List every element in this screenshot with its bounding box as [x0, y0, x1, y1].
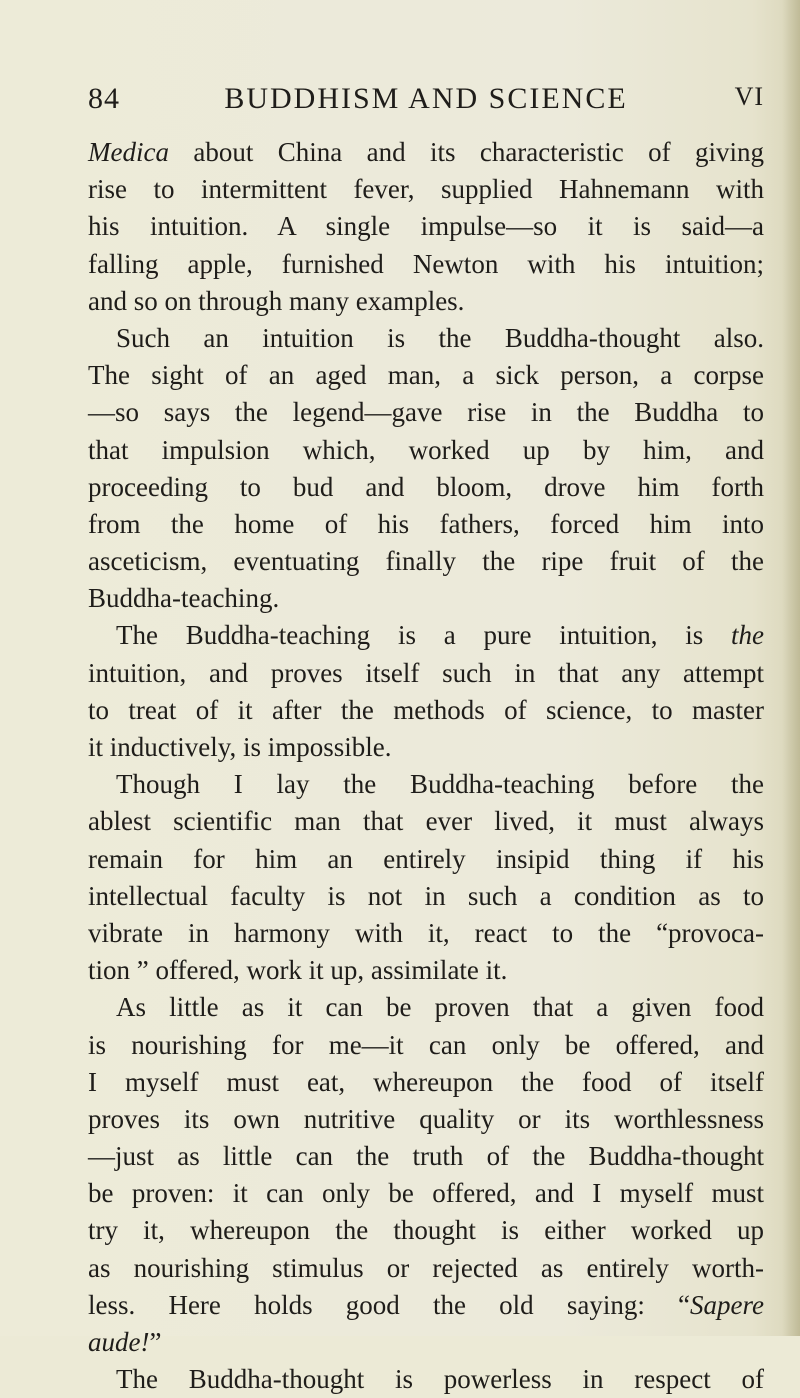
text-line: as nourishing stimulus or rejected as entirely worth- [88, 1252, 764, 1283]
text-line: intellectual faculty is not in such a condition as to [88, 880, 764, 911]
text-line: be proven: it can only be offered, and I myself must [88, 1178, 764, 1209]
text-line: vibrate in harmony with it, react to the “provoca- [88, 917, 764, 948]
text-line: rise to intermittent fever, supplied Hahnemann with [88, 174, 764, 205]
text-line: Such an intuition is the Buddha-thought also. [116, 322, 764, 353]
chapter-number: VI [734, 82, 764, 111]
text-line: Medica about China and its characteristic of giving [88, 137, 764, 167]
text-line: proves its own nutritive quality or its worthlessness [88, 1103, 764, 1134]
text-line: his intuition. A single impulse—so it is said—a [88, 211, 764, 242]
text-line: The Buddha-thought is powerless in respect of [116, 1364, 764, 1395]
text-line: asceticism, eventuating finally the ripe fruit of the [88, 546, 764, 577]
body-text [88, 134, 764, 1398]
running-header [88, 82, 764, 126]
text-line: from the home of his fathers, forced him into [88, 508, 764, 539]
text-line: ablest scientific man that ever lived, it must always [88, 806, 764, 837]
text-line: —so says the legend—gave rise in the Buddha to [88, 397, 764, 428]
text-line: tion ” offered, work it up, assimilate it. [88, 955, 508, 986]
text-line: —just as little can the truth of the Buddha-thought [88, 1141, 764, 1172]
running-title: BUDDHISM AND SCIENCE [224, 82, 628, 115]
text-line: is nourishing for me—it can only be offered, and [88, 1029, 764, 1060]
text-line: I myself must eat, whereupon the food of itself [88, 1066, 764, 1097]
text-line: and so on through many examples. [88, 285, 465, 316]
text-line: try it, whereupon the thought is either worked up [88, 1215, 764, 1246]
text-line: Buddha-teaching. [88, 583, 280, 614]
text-line: As little as it can be proven that a given food [116, 992, 764, 1023]
text-line: less. Here holds good the old saying: “Sapere [88, 1289, 764, 1320]
page-number: 84 [88, 82, 120, 115]
text-line: falling apple, furnished Newton with his intuition; [88, 248, 764, 279]
text-line: The sight of an aged man, a sick person, a corpse [88, 360, 764, 391]
text-line: intuition, and proves itself such in that any attempt [88, 657, 764, 688]
text-line: that impulsion which, worked up by him, and [88, 434, 764, 465]
text-line: The Buddha-teaching is a pure intuition, is the [116, 620, 764, 651]
text-line: to treat of it after the methods of science, to master [88, 694, 764, 725]
text-line: it inductively, is impossible. [88, 732, 392, 762]
text-line: proceeding to bud and bloom, drove him forth [88, 471, 764, 502]
text-line: Though I lay the Buddha-teaching before the [116, 769, 764, 800]
text-line: aude!” [88, 1327, 162, 1357]
page-edge-shadow [782, 0, 800, 1336]
text-line: remain for him an entirely insipid thing if his [88, 843, 764, 874]
